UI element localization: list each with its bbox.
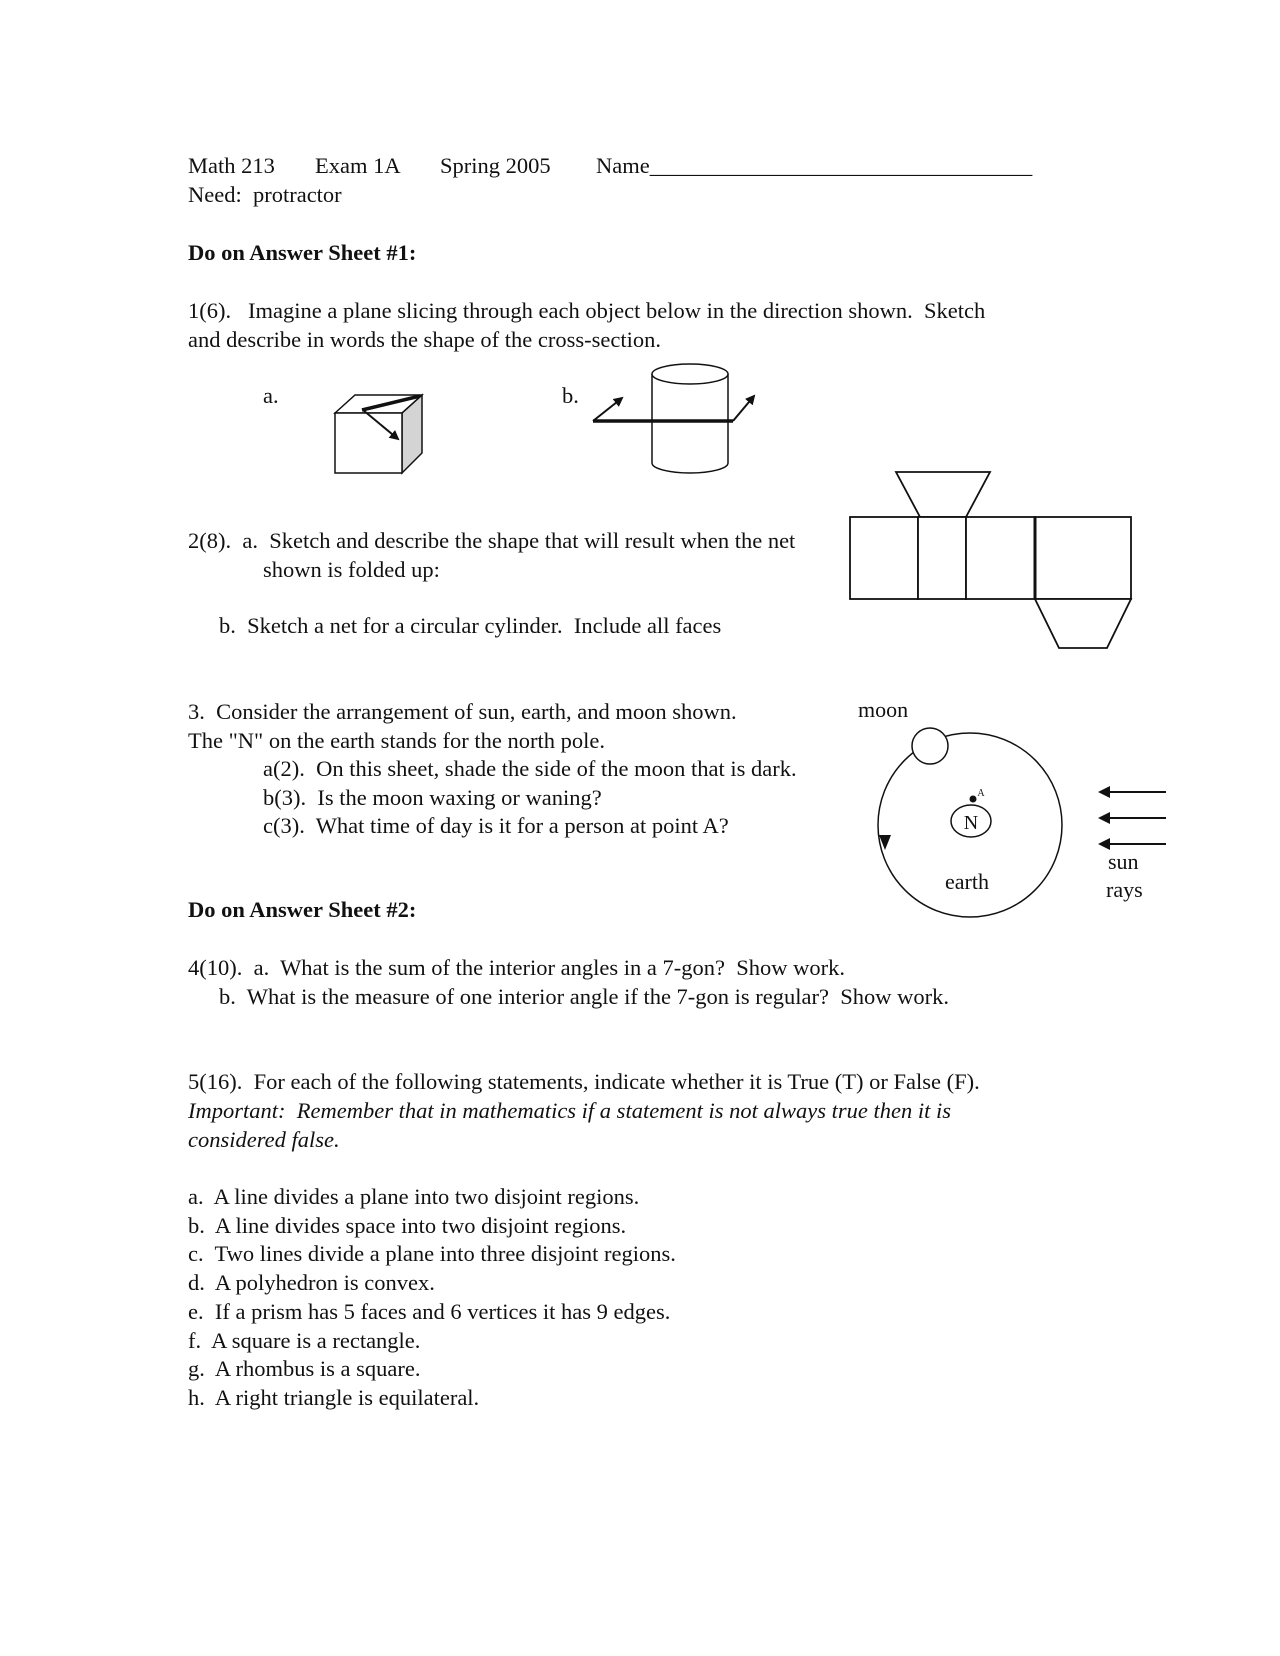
exam-title: Exam 1A	[315, 153, 401, 178]
q3-text-line2: The "N" on the earth stands for the north pole.	[188, 728, 606, 753]
q4-text-line1: 4(10). a. What is the sum of the interior angles in a 7-gon? Show work.	[188, 955, 845, 980]
q5-statement-d: d. A polyhedron is convex.	[188, 1270, 435, 1295]
cube-figure	[320, 385, 440, 485]
sun-earth-moon-diagram	[850, 695, 1170, 925]
q1-text-line2: and describe in words the shape of the cross-section.	[188, 327, 661, 352]
q2-text-line2: shown is folded up:	[263, 557, 440, 582]
q2-part-b: b. Sketch a net for a circular cylinder. Include all faces	[219, 613, 722, 638]
sun-label: sun	[1108, 849, 1139, 874]
moon	[912, 728, 948, 764]
name-field-label: Name__________________________________	[596, 153, 1033, 178]
q1-label-b: b.	[562, 383, 579, 408]
point-a-marker	[970, 796, 977, 803]
q5-statement-f: f. A square is a rectangle.	[188, 1328, 421, 1353]
exam-term: Spring 2005	[440, 153, 551, 178]
net-figure	[848, 470, 1138, 652]
q5-statement-e: e. If a prism has 5 faces and 6 vertices it has 9 edges.	[188, 1299, 671, 1324]
q5-statement-a: a. A line divides a plane into two disjoint regions.	[188, 1184, 640, 1209]
q3-text-line1: 3. Consider the arrangement of sun, earth, and moon shown.	[188, 699, 737, 724]
q3-part-c: c(3). What time of day is it for a person at point A?	[263, 813, 729, 838]
cylinder-figure	[590, 358, 760, 488]
q5-statement-h: h. A right triangle is equilateral.	[188, 1385, 480, 1410]
moon-label: moon	[858, 697, 909, 722]
q4-text-line2: b. What is the measure of one interior angle if the 7-gon is regular? Show work.	[219, 984, 950, 1009]
course-title: Math 213	[188, 153, 275, 178]
rays-label: rays	[1106, 877, 1143, 902]
q3-part-b: b(3). Is the moon waxing or waning?	[263, 785, 602, 810]
q5-text-line1: 5(16). For each of the following statements, indicate whether it is True (T) or False (F).	[188, 1069, 980, 1094]
earth-label: earth	[945, 869, 989, 894]
q5-statement-b: b. A line divides space into two disjoint regions.	[188, 1213, 627, 1238]
q3-part-a: a(2). On this sheet, shade the side of the moon that is dark.	[263, 756, 797, 781]
q5-note-line1: Important: Remember that in mathematics if a statement is not always true then it is	[188, 1098, 952, 1123]
north-pole-label: N	[963, 812, 979, 834]
materials-needed: Need: protractor	[188, 182, 342, 207]
q2-text-line1: 2(8). a. Sketch and describe the shape that will result when the net	[188, 528, 796, 553]
q1-label-a: a.	[263, 383, 279, 408]
point-a-label: A	[977, 788, 985, 799]
q5-statement-g: g. A rhombus is a square.	[188, 1356, 421, 1381]
answer-sheet-1-heading: Do on Answer Sheet #1:	[188, 240, 417, 265]
q5-note-line2: considered false.	[188, 1127, 340, 1152]
q1-text-line1: 1(6). Imagine a plane slicing through each object below in the direction shown. Sketch	[188, 298, 986, 323]
q5-statement-c: c. Two lines divide a plane into three disjoint regions.	[188, 1241, 676, 1266]
answer-sheet-2-heading: Do on Answer Sheet #2:	[188, 897, 417, 922]
